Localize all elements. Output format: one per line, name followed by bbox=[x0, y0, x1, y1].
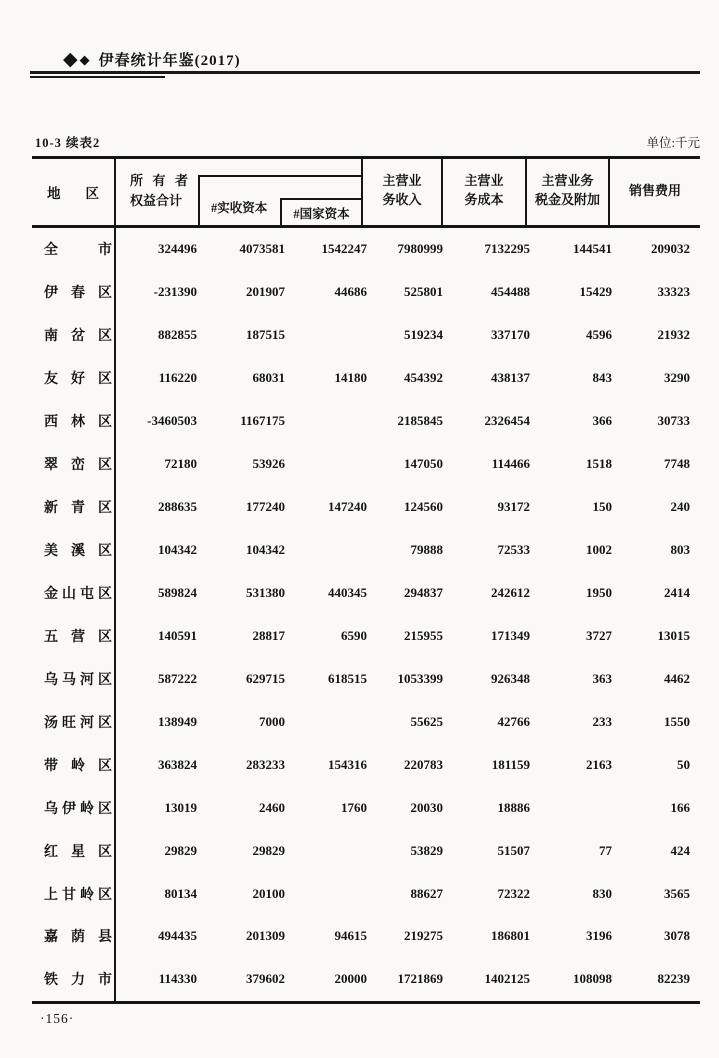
value-cell: 14180 bbox=[334, 370, 367, 386]
value-cell: 116220 bbox=[158, 370, 197, 386]
value-cell: 124560 bbox=[404, 499, 443, 515]
value-cell: 1542247 bbox=[321, 241, 367, 257]
value-cell: 51507 bbox=[497, 842, 530, 858]
page-number: ·156· bbox=[40, 1011, 75, 1026]
value-cell: 2414 bbox=[664, 584, 690, 600]
value-cell: 803 bbox=[670, 542, 690, 558]
region-label: 五 营 区 bbox=[44, 629, 112, 645]
value-cell: 7980999 bbox=[397, 241, 443, 257]
value-cell: 80134 bbox=[164, 885, 197, 901]
value-cell: 589824 bbox=[158, 584, 197, 600]
table-row bbox=[32, 743, 700, 786]
region-cell bbox=[32, 486, 116, 529]
value-cell: 519234 bbox=[404, 327, 443, 343]
value-cell: 13015 bbox=[657, 627, 690, 643]
value-cell: 7748 bbox=[664, 456, 690, 472]
value-cell: 68031 bbox=[252, 370, 285, 386]
value-cell: 366 bbox=[592, 413, 612, 429]
value-cell: 2163 bbox=[586, 756, 612, 772]
col-header-main-revenue bbox=[363, 159, 443, 225]
value-cell: 494435 bbox=[158, 928, 197, 944]
region-label: 上 甘 岭 区 bbox=[44, 887, 112, 903]
region-cell bbox=[32, 829, 116, 872]
value-cell: 2326454 bbox=[484, 413, 530, 429]
col-header-main-cost-line1: 主营业 bbox=[464, 172, 504, 188]
region-cell bbox=[32, 872, 116, 915]
value-cell: 3078 bbox=[664, 928, 690, 944]
value-cell: 1721869 bbox=[397, 971, 443, 987]
value-cell: 42766 bbox=[497, 713, 530, 729]
statistics-table bbox=[32, 156, 700, 1004]
value-cell: 147050 bbox=[404, 456, 443, 472]
value-cell: 201907 bbox=[246, 284, 285, 300]
value-cell: 82239 bbox=[657, 971, 690, 987]
diamond-icon-small: ◆ bbox=[79, 52, 90, 67]
value-cell: 882855 bbox=[158, 327, 197, 343]
region-label: 铁 力 市 bbox=[44, 973, 112, 989]
value-cell: 44686 bbox=[334, 284, 367, 300]
value-cell: 1518 bbox=[586, 456, 612, 472]
table-row bbox=[32, 357, 700, 400]
col-header-main-tax bbox=[527, 159, 610, 225]
value-cell: 454488 bbox=[491, 284, 530, 300]
value-cell: 20100 bbox=[252, 885, 285, 901]
value-cell: 50 bbox=[677, 756, 690, 772]
value-cell: 104342 bbox=[246, 542, 285, 558]
value-cell: 55625 bbox=[410, 713, 443, 729]
col-header-selling-expense bbox=[610, 159, 700, 225]
value-cell: 114466 bbox=[491, 456, 530, 472]
value-cell: 2185845 bbox=[397, 413, 443, 429]
region-cell bbox=[32, 915, 116, 958]
region-cell bbox=[32, 314, 116, 357]
region-label: 汤 旺 河 区 bbox=[44, 715, 112, 731]
value-cell: 215955 bbox=[404, 627, 443, 643]
value-cell: 72180 bbox=[164, 456, 197, 472]
value-cell: 30733 bbox=[657, 413, 690, 429]
value-cell: 337170 bbox=[491, 327, 530, 343]
table-body bbox=[32, 228, 700, 1001]
yearbook-title: 伊春统计年鉴(2017) bbox=[98, 53, 241, 69]
table-row bbox=[32, 829, 700, 872]
value-cell: 138949 bbox=[158, 713, 197, 729]
region-label: 带 岭 区 bbox=[44, 758, 112, 774]
value-cell: 4073581 bbox=[239, 241, 285, 257]
value-cell: 926348 bbox=[491, 670, 530, 686]
table-row bbox=[32, 572, 700, 615]
value-cell: 830 bbox=[592, 885, 612, 901]
value-cell: 7000 bbox=[259, 713, 285, 729]
value-cell: 1760 bbox=[341, 799, 367, 815]
table-row bbox=[32, 443, 700, 486]
value-cell: 72533 bbox=[497, 542, 530, 558]
table-row bbox=[32, 872, 700, 915]
value-cell: 7132295 bbox=[484, 241, 530, 257]
value-cell: 28817 bbox=[252, 627, 285, 643]
value-cell: 324496 bbox=[158, 241, 197, 257]
region-label: 乌 马 河 区 bbox=[44, 672, 112, 688]
value-cell: 140591 bbox=[158, 627, 197, 643]
value-cell: 177240 bbox=[246, 499, 285, 515]
region-label: 翠 峦 区 bbox=[44, 458, 112, 474]
value-cell: 201309 bbox=[246, 928, 285, 944]
value-cell: 240 bbox=[670, 499, 690, 515]
masthead-rule bbox=[30, 71, 700, 74]
region-label: 友 好 区 bbox=[44, 372, 112, 388]
value-cell: 233 bbox=[592, 713, 612, 729]
value-cell: 424 bbox=[670, 842, 690, 858]
table-number-label: 10-3 续表2 bbox=[35, 136, 101, 150]
value-cell: 15429 bbox=[579, 284, 612, 300]
value-cell: 440345 bbox=[328, 584, 367, 600]
region-label: 伊 春 区 bbox=[44, 286, 112, 302]
col-header-owner-equity-group bbox=[116, 159, 363, 225]
value-cell: 219275 bbox=[404, 928, 443, 944]
value-cell: 72322 bbox=[497, 885, 530, 901]
value-cell: 154316 bbox=[328, 756, 367, 772]
value-cell: 1053399 bbox=[397, 670, 443, 686]
col-header-owner-equity bbox=[130, 171, 188, 211]
value-cell: 18886 bbox=[497, 799, 530, 815]
value-cell: 108098 bbox=[573, 971, 612, 987]
value-cell: 288635 bbox=[158, 499, 197, 515]
value-cell: 531380 bbox=[246, 584, 285, 600]
value-cell: 629715 bbox=[246, 670, 285, 686]
value-cell: 6590 bbox=[341, 627, 367, 643]
value-cell: 29829 bbox=[252, 842, 285, 858]
value-cell: 21932 bbox=[657, 327, 690, 343]
value-cell: 1167175 bbox=[240, 413, 285, 429]
value-cell: 166 bbox=[670, 799, 690, 815]
value-cell: 53829 bbox=[410, 842, 443, 858]
value-cell: 209032 bbox=[651, 241, 690, 257]
col-header-main-tax-line1: 主营业务 bbox=[541, 172, 594, 188]
col-header-main-cost bbox=[443, 159, 527, 225]
value-cell: -3460503 bbox=[147, 413, 197, 429]
table-row bbox=[32, 400, 700, 443]
value-cell: 843 bbox=[592, 370, 612, 386]
value-cell: 77 bbox=[599, 842, 612, 858]
col-header-owner-equity-line1: 所 有 者 bbox=[130, 173, 188, 188]
region-label: 西 林 区 bbox=[44, 415, 112, 431]
value-cell: 144541 bbox=[573, 241, 612, 257]
value-cell: 3565 bbox=[664, 885, 690, 901]
table-header bbox=[32, 159, 700, 228]
value-cell: 13019 bbox=[164, 799, 197, 815]
region-cell bbox=[32, 700, 116, 743]
value-cell: 114330 bbox=[158, 971, 197, 987]
region-cell bbox=[32, 228, 116, 271]
value-cell: 3196 bbox=[586, 928, 612, 944]
col-header-main-cost-line2: 务成本 bbox=[464, 191, 504, 207]
col-header-selling-expense-label: 销售费用 bbox=[628, 183, 681, 198]
value-cell: 220783 bbox=[404, 756, 443, 772]
value-cell: 1002 bbox=[586, 542, 612, 558]
value-cell: 79888 bbox=[410, 542, 443, 558]
table-row bbox=[32, 958, 700, 1001]
value-cell: 20000 bbox=[334, 971, 367, 987]
value-cell: 29829 bbox=[164, 842, 197, 858]
value-cell: 186801 bbox=[491, 928, 530, 944]
value-cell: 181159 bbox=[491, 756, 530, 772]
table-row bbox=[32, 271, 700, 314]
region-cell bbox=[32, 657, 116, 700]
value-cell: 150 bbox=[592, 499, 612, 515]
value-cell: 363824 bbox=[158, 756, 197, 772]
region-label: 美 溪 区 bbox=[44, 544, 112, 560]
value-cell: 242612 bbox=[491, 584, 530, 600]
region-label: 乌 伊 岭 区 bbox=[44, 801, 112, 817]
col-header-main-revenue-line2: 务收入 bbox=[382, 191, 422, 207]
region-label: 金 山 屯 区 bbox=[44, 586, 112, 602]
value-cell: 438137 bbox=[491, 370, 530, 386]
col-header-paid-in-capital: #实收资本 bbox=[211, 201, 268, 215]
value-cell: -231390 bbox=[153, 284, 197, 300]
value-cell: 53926 bbox=[252, 456, 285, 472]
region-cell bbox=[32, 443, 116, 486]
region-label: 嘉 荫 县 bbox=[44, 930, 112, 946]
value-cell: 525801 bbox=[404, 284, 443, 300]
value-cell: 93172 bbox=[497, 499, 530, 515]
region-cell bbox=[32, 529, 116, 572]
value-cell: 94615 bbox=[334, 928, 367, 944]
region-cell bbox=[32, 357, 116, 400]
table-row bbox=[32, 915, 700, 958]
region-cell bbox=[32, 271, 116, 314]
value-cell: 1402125 bbox=[484, 971, 530, 987]
value-cell: 1550 bbox=[664, 713, 690, 729]
table-row bbox=[32, 228, 700, 271]
value-cell: 171349 bbox=[491, 627, 530, 643]
value-cell: 104342 bbox=[158, 542, 197, 558]
region-cell bbox=[32, 958, 116, 1001]
col-header-state-capital: #国家资本 bbox=[293, 206, 350, 221]
region-cell bbox=[32, 743, 116, 786]
table-row bbox=[32, 657, 700, 700]
value-cell: 187515 bbox=[246, 327, 285, 343]
value-cell: 587222 bbox=[158, 670, 197, 686]
value-cell: 147240 bbox=[328, 499, 367, 515]
region-cell bbox=[32, 786, 116, 829]
col-header-main-tax-line2: 税金及附加 bbox=[534, 191, 600, 207]
table-row bbox=[32, 614, 700, 657]
value-cell: 454392 bbox=[404, 370, 443, 386]
value-cell: 1950 bbox=[586, 584, 612, 600]
value-cell: 20030 bbox=[410, 799, 443, 815]
col-header-main-revenue-line1: 主营业 bbox=[382, 172, 422, 188]
col-header-owner-equity-line2: 权益合计 bbox=[130, 193, 183, 208]
value-cell: 4596 bbox=[586, 327, 612, 343]
region-cell bbox=[32, 614, 116, 657]
unit-label: 单位:千元 bbox=[646, 136, 700, 150]
value-cell: 88627 bbox=[410, 885, 443, 901]
table-row bbox=[32, 700, 700, 743]
value-cell: 3290 bbox=[664, 370, 690, 386]
col-header-state-capital-box bbox=[280, 198, 361, 225]
region-label: 南 岔 区 bbox=[44, 329, 112, 345]
region-cell bbox=[32, 400, 116, 443]
value-cell: 294837 bbox=[404, 584, 443, 600]
value-cell: 33323 bbox=[657, 284, 690, 300]
value-cell: 2460 bbox=[259, 799, 285, 815]
value-cell: 618515 bbox=[328, 670, 367, 686]
table-row bbox=[32, 486, 700, 529]
region-cell bbox=[32, 572, 116, 615]
region-label: 红 星 区 bbox=[44, 844, 112, 860]
col-header-region-label: 地 区 bbox=[47, 186, 99, 201]
table-row bbox=[32, 786, 700, 829]
value-cell: 4462 bbox=[664, 670, 690, 686]
table-row bbox=[32, 529, 700, 572]
col-header-region bbox=[32, 159, 116, 225]
value-cell: 283233 bbox=[246, 756, 285, 772]
table-row bbox=[32, 314, 700, 357]
masthead-rule-accent bbox=[30, 76, 165, 78]
region-label: 全 市 bbox=[44, 243, 112, 259]
region-label: 新 青 区 bbox=[44, 501, 112, 517]
masthead bbox=[63, 49, 241, 70]
diamond-icon-large: ◆ bbox=[63, 49, 78, 70]
value-cell: 379602 bbox=[246, 971, 285, 987]
value-cell: 363 bbox=[592, 670, 612, 686]
value-cell: 3727 bbox=[586, 627, 612, 643]
